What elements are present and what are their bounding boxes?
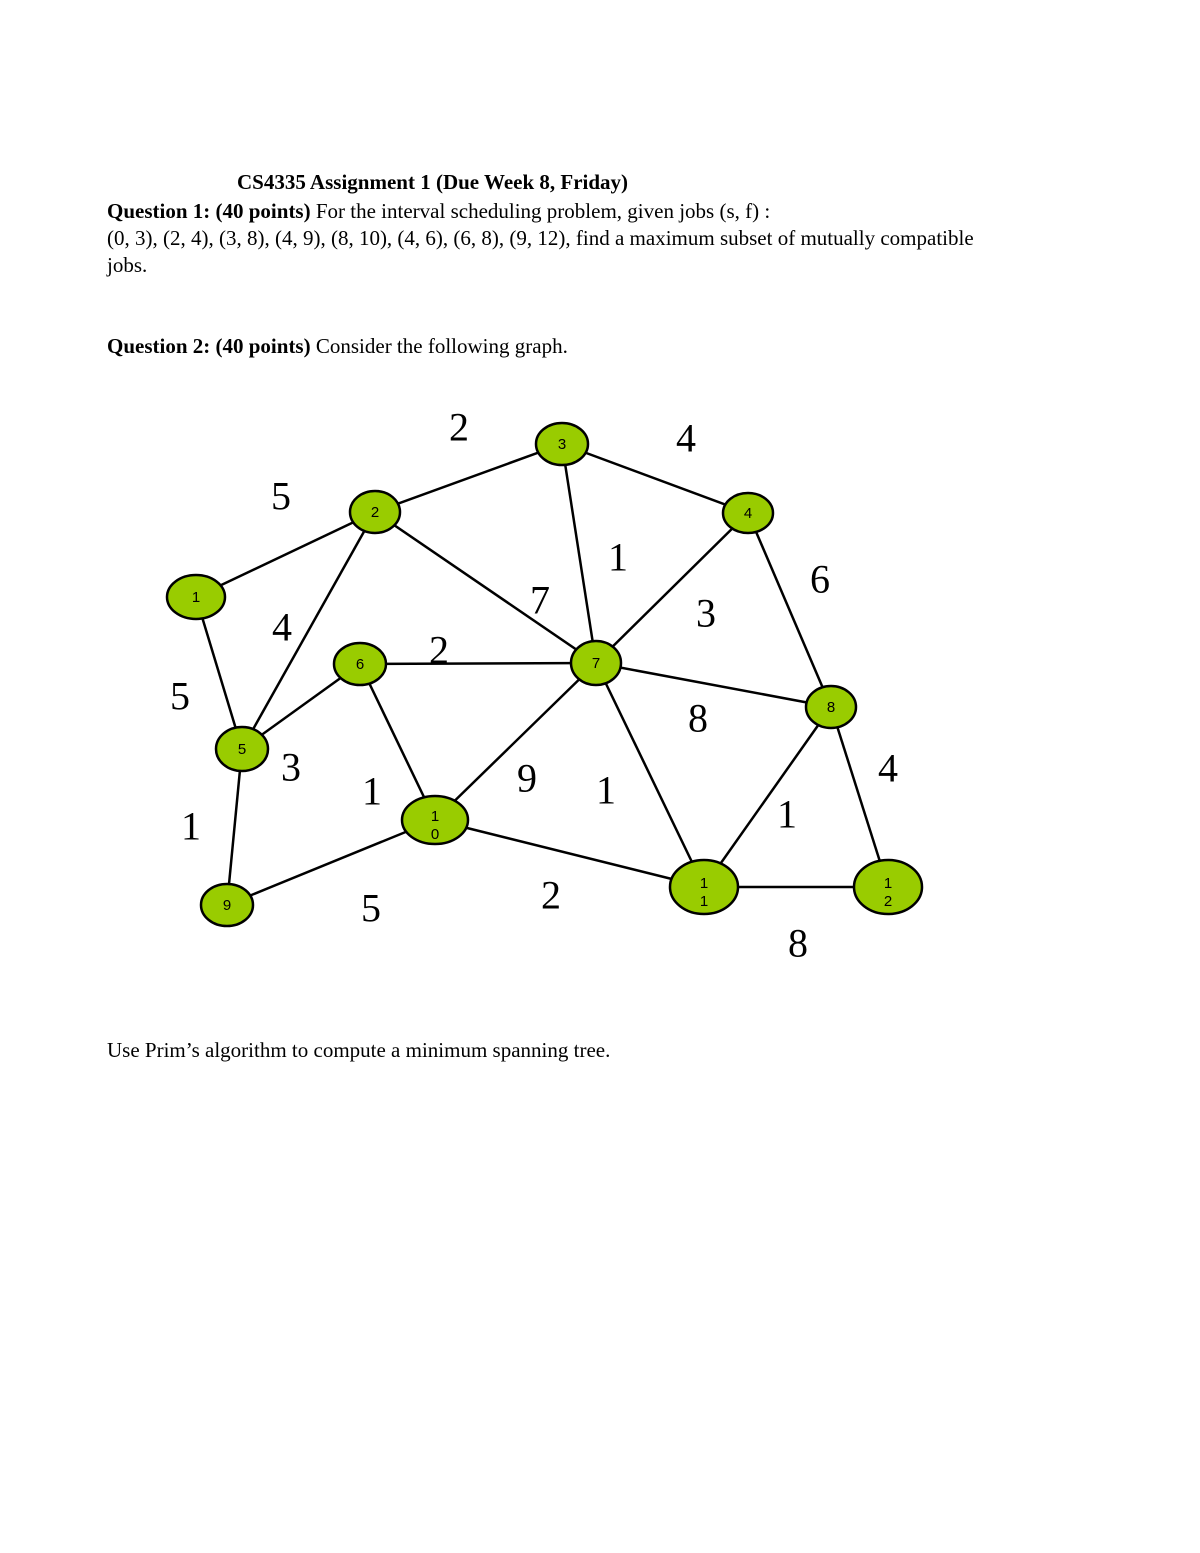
- question-1-jobs: (0, 3), (2, 4), (3, 8), (4, 9), (8, 10), (4, 6), (6, 8), (9, 12), find a maximum subset of mutually compatible: [107, 226, 974, 250]
- node-11: [670, 860, 738, 914]
- edge-2-5: [242, 512, 375, 749]
- node-5: [216, 727, 268, 771]
- instruction-text: Use Prim’s algorithm to compute a minimum spanning tree.: [107, 1038, 611, 1062]
- edge-weight-4-8: 6: [810, 556, 830, 602]
- node-10: [402, 796, 468, 844]
- node-7: [571, 641, 621, 685]
- node-9: [201, 884, 253, 926]
- question-2-text: Consider the following graph.: [310, 334, 568, 358]
- edge-weight-2-7: 7: [530, 577, 550, 623]
- question-1-jobs-end: jobs.: [107, 253, 148, 277]
- edge-3-7: [562, 444, 596, 663]
- question-2-label: Question 2: (40 points): [107, 334, 311, 358]
- edge-weight-9-10: 5: [361, 885, 381, 931]
- node-1: [167, 575, 225, 619]
- node-label-8: 8: [826, 699, 836, 716]
- edge-2-7: [375, 512, 596, 663]
- edge-weight-1-2: 5: [271, 473, 291, 519]
- edge-3-4: [562, 444, 748, 513]
- edge-weight-10-11: 2: [541, 872, 561, 918]
- edge-1-5: [196, 597, 242, 749]
- node-label-10: 0: [430, 826, 440, 843]
- edge-weight-7-11: 1: [596, 767, 616, 813]
- edge-4-8: [748, 513, 831, 707]
- node-3: [536, 423, 588, 465]
- node-label-4: 4: [743, 505, 753, 522]
- node-label-5: 5: [237, 741, 247, 758]
- edge-weight-7-10: 9: [517, 755, 537, 801]
- assignment-title: CS4335 Assignment 1 (Due Week 8, Friday): [237, 170, 629, 194]
- edge-weight-5-6: 3: [281, 744, 301, 790]
- edge-9-10: [227, 820, 435, 905]
- edge-10-11: [435, 820, 704, 887]
- node-label-7: 7: [591, 655, 601, 672]
- edge-2-3: [375, 444, 562, 512]
- edge-6-7: [360, 663, 596, 664]
- node-8: [806, 686, 856, 728]
- node-label-3: 3: [557, 436, 567, 453]
- edge-weight-4-7: 3: [696, 590, 716, 636]
- node-label-1: 1: [191, 589, 201, 606]
- edge-1-2: [196, 512, 375, 597]
- edge-5-9: [227, 749, 242, 905]
- question-1-text: For the interval scheduling problem, given jobs (s, f) :: [310, 199, 771, 223]
- node-label-11: 1: [699, 893, 709, 910]
- node-2: [350, 491, 400, 533]
- edge-weight-3-4: 4: [676, 415, 696, 461]
- edge-weight-6-10: 1: [362, 768, 382, 814]
- edge-weight-1-5: 5: [170, 673, 190, 719]
- edge-weight-7-8: 8: [688, 695, 708, 741]
- node-12: [854, 860, 922, 914]
- edge-weight-8-11: 1: [777, 791, 797, 837]
- node-label-11: 1: [699, 875, 709, 892]
- node-label-12: 2: [883, 893, 893, 910]
- question-1-label: Question 1: (40 points): [107, 199, 311, 223]
- node-label-6: 6: [355, 656, 365, 673]
- edge-weight-2-3: 2: [449, 404, 469, 450]
- node-label-9: 9: [222, 897, 232, 914]
- node-label-10: 1: [430, 808, 440, 825]
- edge-weight-11-12: 8: [788, 920, 808, 966]
- edge-7-8: [596, 663, 831, 707]
- edge-weight-2-5: 4: [272, 604, 292, 650]
- node-label-12: 1: [883, 875, 893, 892]
- edge-8-11: [704, 707, 831, 887]
- edge-weight-6-7: 2: [429, 627, 449, 673]
- edge-weight-5-9: 1: [181, 803, 201, 849]
- node-6: [334, 643, 386, 685]
- node-label-2: 2: [370, 504, 380, 521]
- edge-weight-8-12: 4: [878, 745, 898, 791]
- node-4: [723, 493, 773, 533]
- edge-weight-3-7: 1: [608, 534, 628, 580]
- edge-7-10: [435, 663, 596, 820]
